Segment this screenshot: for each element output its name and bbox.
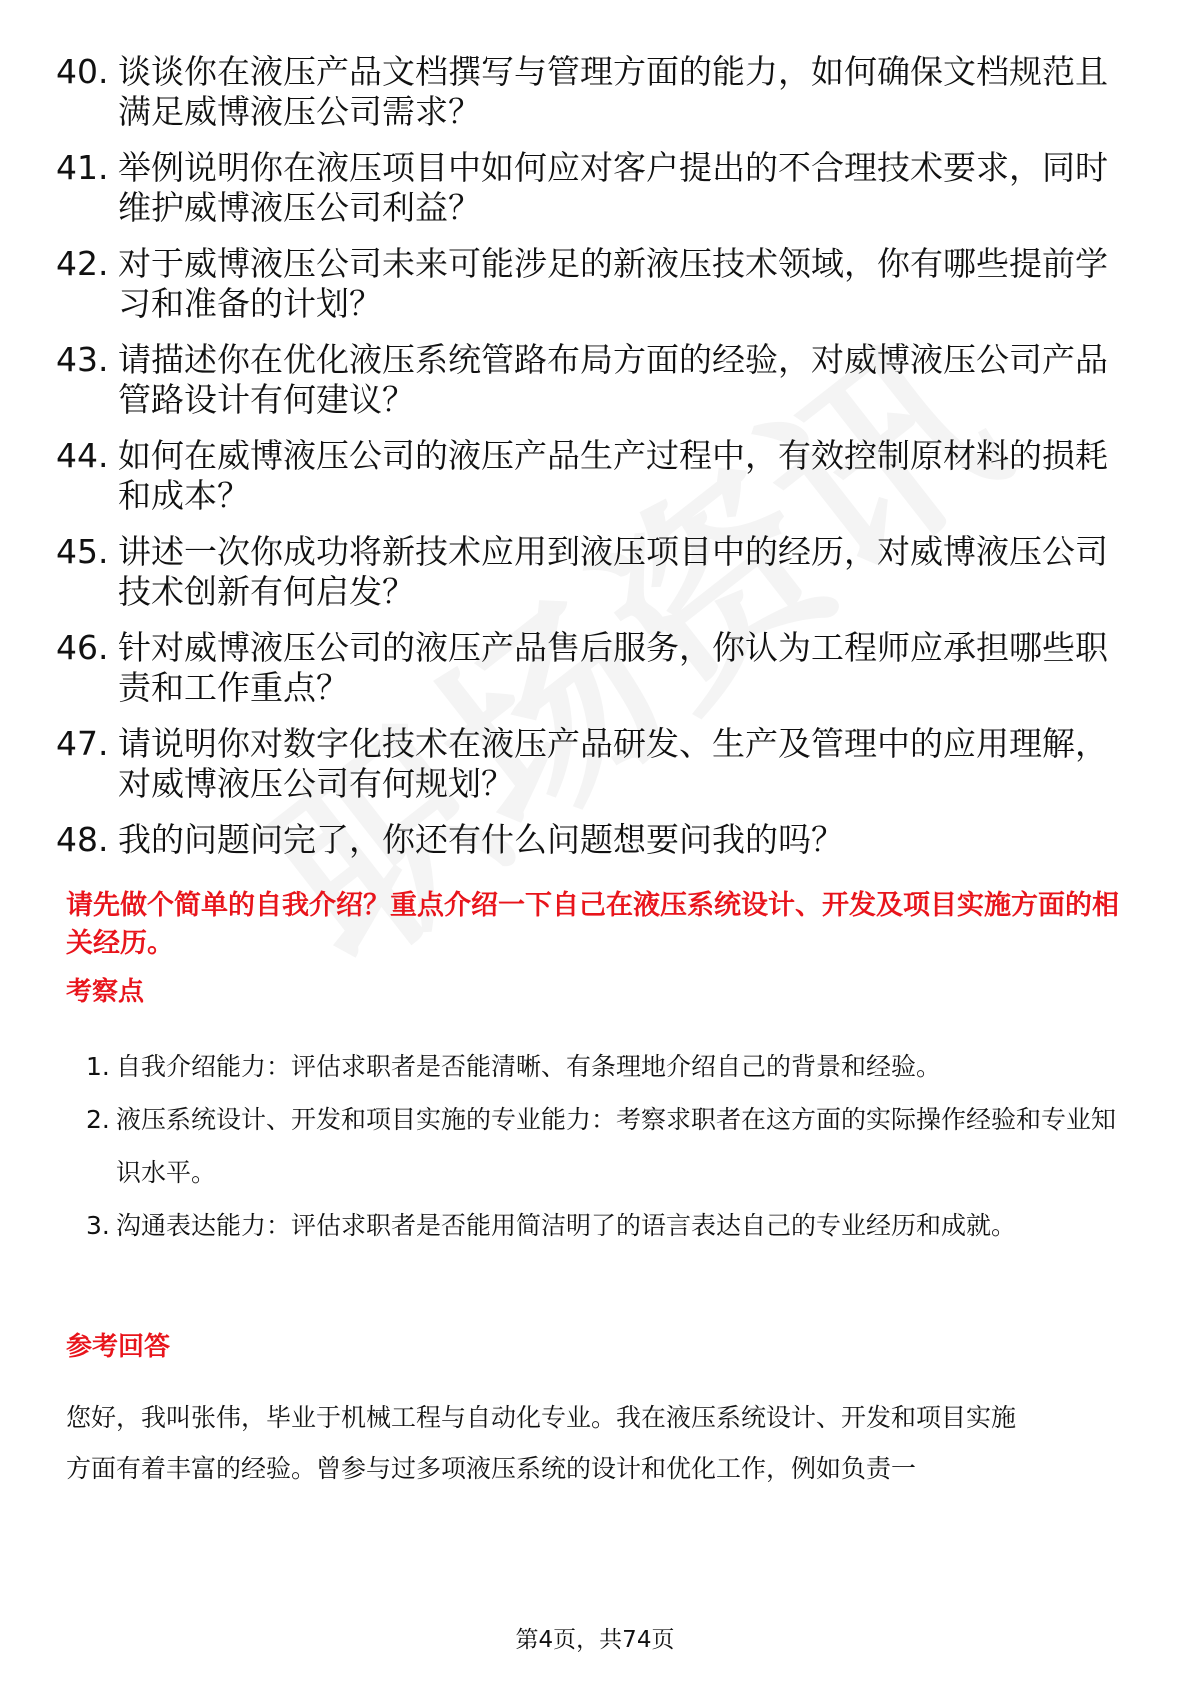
exam-points-title: 考察点: [66, 977, 145, 1007]
question-number: 42.: [56, 244, 109, 283]
question-number: 46.: [56, 628, 109, 667]
question-item: [56, 628, 1126, 708]
question-number: 45.: [56, 532, 109, 571]
question-item: [56, 436, 1126, 516]
intro-question-heading: 请先做个简单的自我介绍？重点介绍一下自己在液压系统设计、开发及项目实施方面的相关经历。: [66, 890, 1119, 959]
exam-point-item: [66, 1093, 1126, 1199]
exam-point-item: [66, 1199, 1126, 1252]
question-item: [56, 724, 1126, 804]
question-item: [56, 340, 1126, 420]
question-item: [56, 52, 1126, 132]
question-item: [56, 820, 1126, 860]
exam-point-number: 3.: [86, 1211, 110, 1240]
exam-point-number: 1.: [86, 1052, 110, 1081]
question-number: 40.: [56, 52, 109, 91]
question-text: 我的问题问完了，你还有什么问题想要问我的吗？: [118, 820, 844, 859]
question-number: 41.: [56, 148, 109, 187]
question-text: 请描述你在优化液压系统管路布局方面的经验，对威博液压公司产品管路设计有何建议？: [118, 340, 1108, 419]
question-number: 44.: [56, 436, 109, 475]
reference-answer-title: 参考回答: [66, 1332, 171, 1362]
question-number: 48.: [56, 820, 109, 859]
question-text: 对于威博液压公司未来可能涉足的新液压技术领域，你有哪些提前学习和准备的计划？: [118, 244, 1108, 323]
exam-point-text: 沟通表达能力：评估求职者是否能用简洁明了的语言表达自己的专业经历和成就。: [116, 1211, 1017, 1240]
exam-point-text: 液压系统设计、开发和项目实施的专业能力：考察求职者在这方面的实际操作经验和专业知识水平。: [116, 1105, 1117, 1187]
exam-points-list: [66, 1040, 1126, 1252]
reference-answer-text: 您好，我叫张伟，毕业于机械工程与自动化专业。我在液压系统设计、开发和项目实施方面有着丰富的经验。曾参与过多项液压系统的设计和优化工作，例如负责一: [66, 1403, 1017, 1483]
page-footer: 第4页，共74页: [515, 1627, 675, 1653]
question-item: [56, 244, 1126, 324]
exam-point-item: [66, 1040, 1126, 1093]
exam-point-text: 自我介绍能力：评估求职者是否能清晰、有条理地介绍自己的背景和经验。: [116, 1052, 942, 1081]
question-text: 针对威博液压公司的液压产品售后服务，你认为工程师应承担哪些职责和工作重点？: [118, 628, 1108, 707]
question-text: 请说明你对数字化技术在液压产品研发、生产及管理中的应用理解，对威博液压公司有何规划？: [118, 724, 1108, 803]
question-text: 讲述一次你成功将新技术应用到液压项目中的经历，对威博液压公司技术创新有何启发？: [118, 532, 1108, 611]
question-text: 如何在威博液压公司的液压产品生产过程中，有效控制原材料的损耗和成本？: [118, 436, 1108, 515]
question-number: 43.: [56, 340, 109, 379]
question-item: [56, 532, 1126, 612]
question-number: 47.: [56, 724, 109, 763]
exam-point-number: 2.: [86, 1105, 110, 1134]
question-item: [56, 148, 1126, 228]
question-list: [56, 52, 1126, 876]
question-text: 谈谈你在液压产品文档撰写与管理方面的能力，如何确保文档规范且满足威博液压公司需求？: [118, 52, 1108, 131]
question-text: 举例说明你在液压项目中如何应对客户提出的不合理技术要求，同时维护威博液压公司利益？: [118, 148, 1108, 227]
